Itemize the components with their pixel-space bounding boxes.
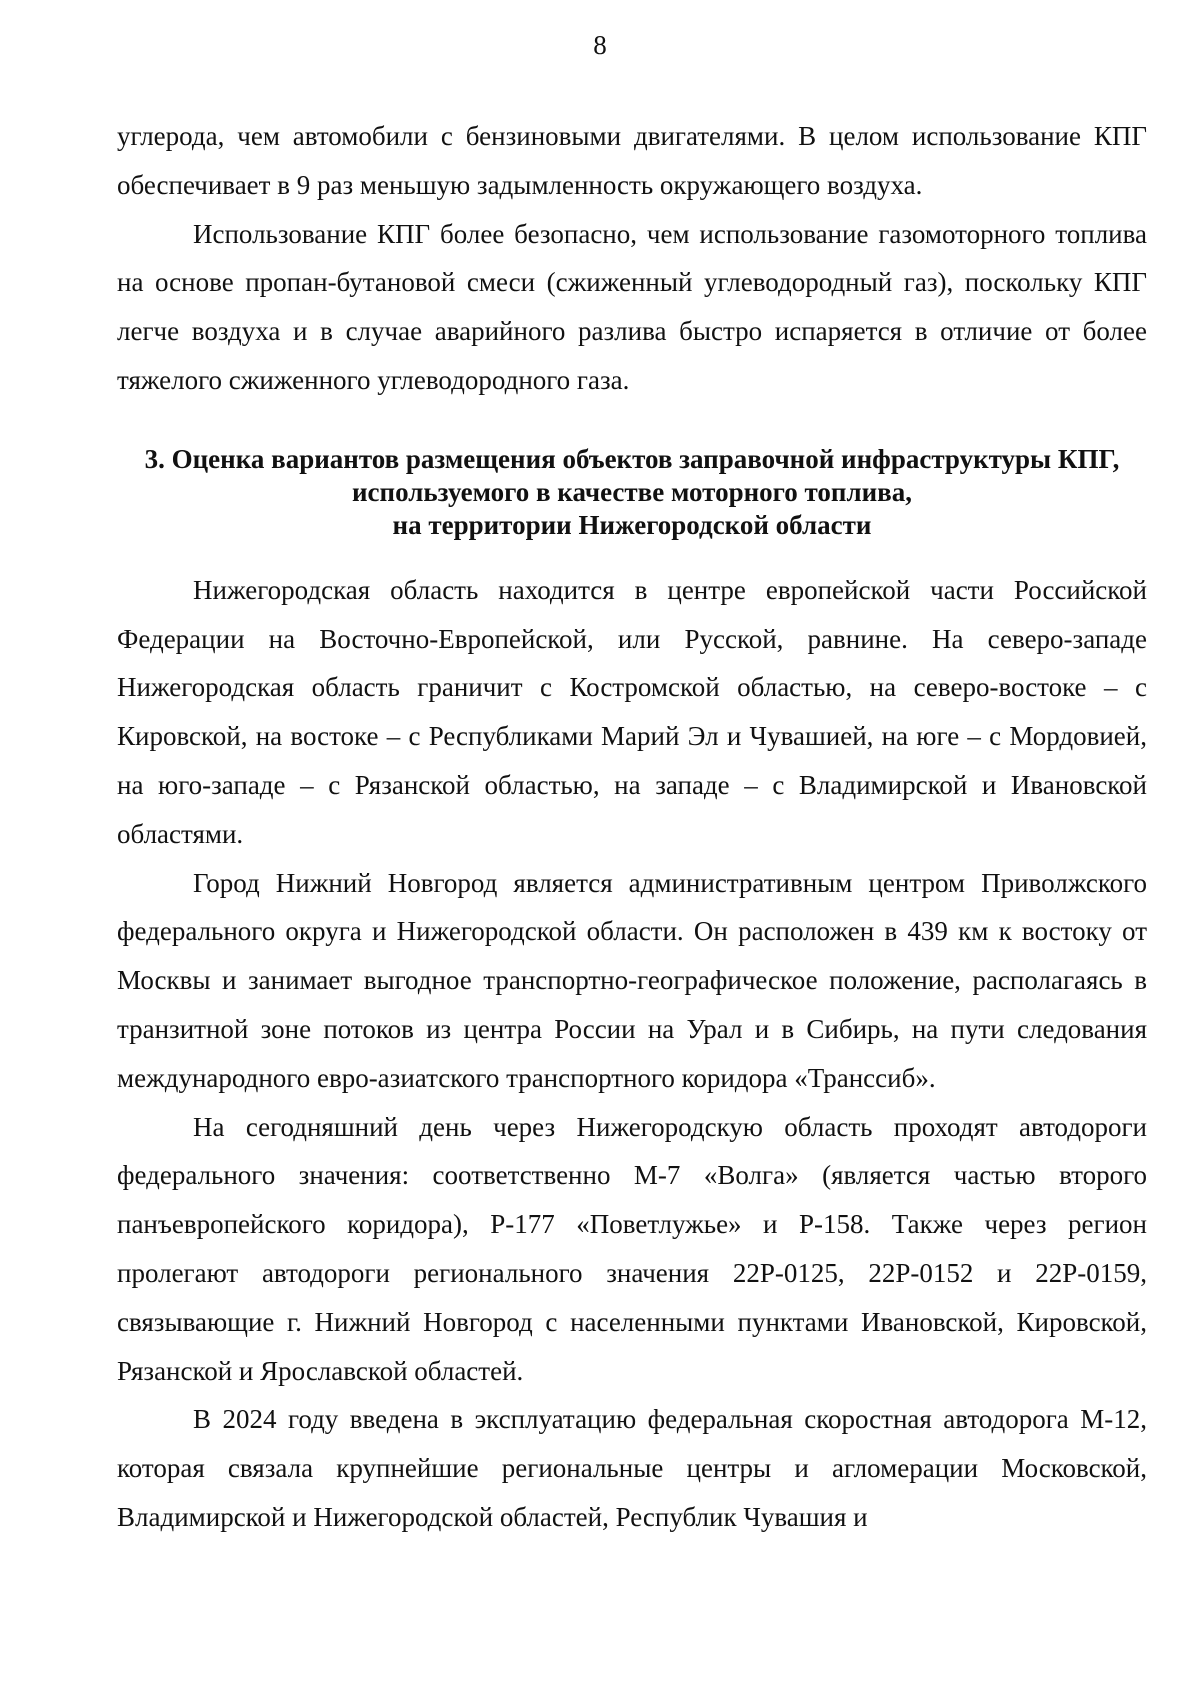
section-heading-line-1: 3. Оценка вариантов размещения объектов заправочной инфраструктуры КПГ, xyxy=(144,443,1120,474)
section-heading xyxy=(117,443,1147,542)
section-heading-line-3: на территории Нижегородской области xyxy=(392,509,872,540)
paragraph-region-location: Нижегородская область находится в центре европейской части Российской Федерации на Восточно-Европейской, или Русской, равнине. На северо-западе Нижегородская область граничит с Костромской областью, на северо-востоке – с Кировской, на востоке – с Республиками Марий Эл и Чувашией, на юге – с Мордовией, на юго-западе – с Рязанской областью, на западе – с Владимирской и Ивановской областями. xyxy=(117,574,1147,849)
paragraph-continuation: углерода, чем автомобили с бензиновыми двигателями. В целом использование КПГ обеспечивает в 9 раз меньшую задымленность окружающего воздуха. xyxy=(117,121,1147,200)
paragraph-highways: На сегодняшний день через Нижегородскую область проходят автодороги федерального значения: соответственно М-7 «Волга» (является частью второго панъевропейского коридора), Р-177 «Поветлужье» и Р-158. Также через регион пролегают автодороги регионального значения 22Р-0125, 22Р-0152 и 22Р-0159, связывающие г. Нижний Новгород с населенными пунктами Ивановской, Кировской, Рязанской и Ярославской областей. xyxy=(117,1111,1147,1386)
paragraph-cng-safety: Использование КПГ более безопасно, чем использование газомоторного топлива на основе пропан-бутановой смеси (сжиженный углеводородный газ), поскольку КПГ легче воздуха и в случае аварийного разлива быстро испаряется в отличие от более тяжелого сжиженного углеводородного газа. xyxy=(117,218,1147,395)
paragraph-city-position: Город Нижний Новгород является административным центром Приволжского федерального округа и Нижегородской области. Он расположен в 439 км к востоку от Москвы и занимает выгодное транспортно-географическое положение, располагаясь в транзитной зоне потоков из центра России на Урал и в Сибирь, на пути следования международного евро-азиатского транспортного коридора «Транссиб». xyxy=(117,867,1147,1093)
document-body xyxy=(117,112,1147,1542)
paragraph-m12-highway: В 2024 году введена в эксплуатацию федеральная скоростная автодорога М-12, которая связала крупнейшие региональные центры и агломерации Московской, Владимирской и Нижегородской областей, Республик Чувашия и xyxy=(117,1404,1147,1532)
section-heading-line-2: используемого в качестве моторного топлива, xyxy=(352,476,912,507)
page-number: 8 xyxy=(593,30,607,60)
